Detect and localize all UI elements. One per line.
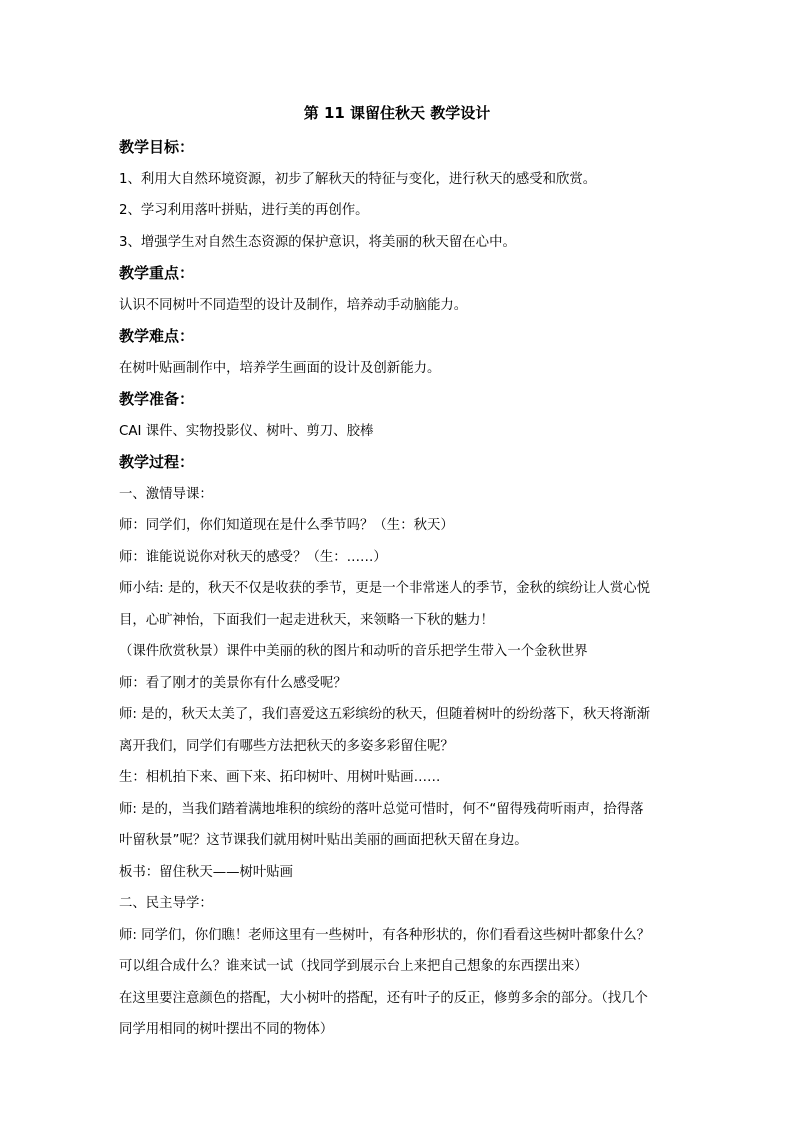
section-heading: 教学难点： xyxy=(119,327,195,345)
paragraph-line: 师: 是的，秋天太美了，我们喜爱这五彩缤纷的秋天，但随着树叶的纷纷落下，秋天将渐渐 xyxy=(119,707,650,722)
paragraph-line: 认识不同树叶不同造型的设计及制作，培养动手动脑能力。 xyxy=(119,297,468,313)
section-heading: 教学准备： xyxy=(119,390,195,408)
paragraph-line: 师: 是的，当我们踏着满地堆积的缤纷的落叶总觉可惜时，何不“留得残荷听雨声，拾得落 xyxy=(119,801,644,817)
paragraph-line: 板书：留住秋天——树叶贴画 xyxy=(119,864,294,880)
paragraph-line: 在这里要注意颜色的搭配，大小树叶的搭配，还有叶子的反正，修剪多余的部分。（找几个 xyxy=(119,990,648,1006)
paragraph-line: 师：谁能说说你对秋天的感受？（生：……） xyxy=(119,549,387,565)
paragraph-line: 师: 同学们，你们瞧！老师这里有一些树叶，有各种形状的，你们看看这些树叶都象什么？ xyxy=(119,927,650,943)
paragraph-line: 师小结: 是的，秋天不仅是收获的季节，更是一个非常迷人的季节，金秋的缤纷让人赏心悦 xyxy=(119,581,650,596)
paragraph-line: 目，心旷神怡，下面我们一起走进秋天，来领略一下秋的魅力！ xyxy=(119,612,494,628)
paragraph-line: 离开我们，同学们有哪些方法把秋天的多姿多彩留住呢？ xyxy=(119,738,454,754)
section-heading: 教学重点： xyxy=(119,264,195,282)
paragraph-line: 二、民主导学： xyxy=(119,896,213,911)
paragraph-line: 同学用相同的树叶摆出不同的物体） xyxy=(119,1022,334,1037)
paragraph-line: 1、利用大自然环境资源，初步了解秋天的特征与变化，进行秋天的感受和欣赏。 xyxy=(119,171,597,187)
paragraph-line: （课件欣赏秋景）课件中美丽的秋的图片和动听的音乐把学生带入一个金秋世界 xyxy=(119,644,588,659)
document-body xyxy=(119,132,679,1046)
paragraph-line: 师：同学们，你们知道现在是什么季节吗？（生：秋天） xyxy=(119,518,454,533)
paragraph-line: 师：看了刚才的美景你有什么感受呢？ xyxy=(119,675,347,691)
paragraph-line: 在树叶贴画制作中，培养学生画面的设计及创新能力。 xyxy=(119,360,441,376)
paragraph-line: 叶留秋景”呢？这节课我们就用树叶贴出美丽的画面把秋天留在身边。 xyxy=(119,833,528,848)
section-heading: 教学目标： xyxy=(119,138,195,156)
paragraph-line: CAI 课件、实物投影仪、树叶、剪刀、胶棒 xyxy=(119,423,374,439)
paragraph-line: 一、激情导课： xyxy=(119,486,213,502)
paragraph-line: 生：相机拍下来、画下来、拓印树叶、用树叶贴画…… xyxy=(119,770,441,785)
paragraph-line: 2、学习利用落叶拼贴，进行美的再创作。 xyxy=(119,203,369,218)
paragraph-line: 可以组合成什么？谁来试一试（找同学到展示台上来把自己想象的东西摆出来） xyxy=(119,959,588,974)
section-heading: 教学过程： xyxy=(119,453,195,471)
paragraph-line: 3、增强学生对自然生态资源的保护意识，将美丽的秋天留在心中。 xyxy=(119,234,516,250)
document-title: 第 11 课留住秋天 教学设计 xyxy=(303,104,491,122)
